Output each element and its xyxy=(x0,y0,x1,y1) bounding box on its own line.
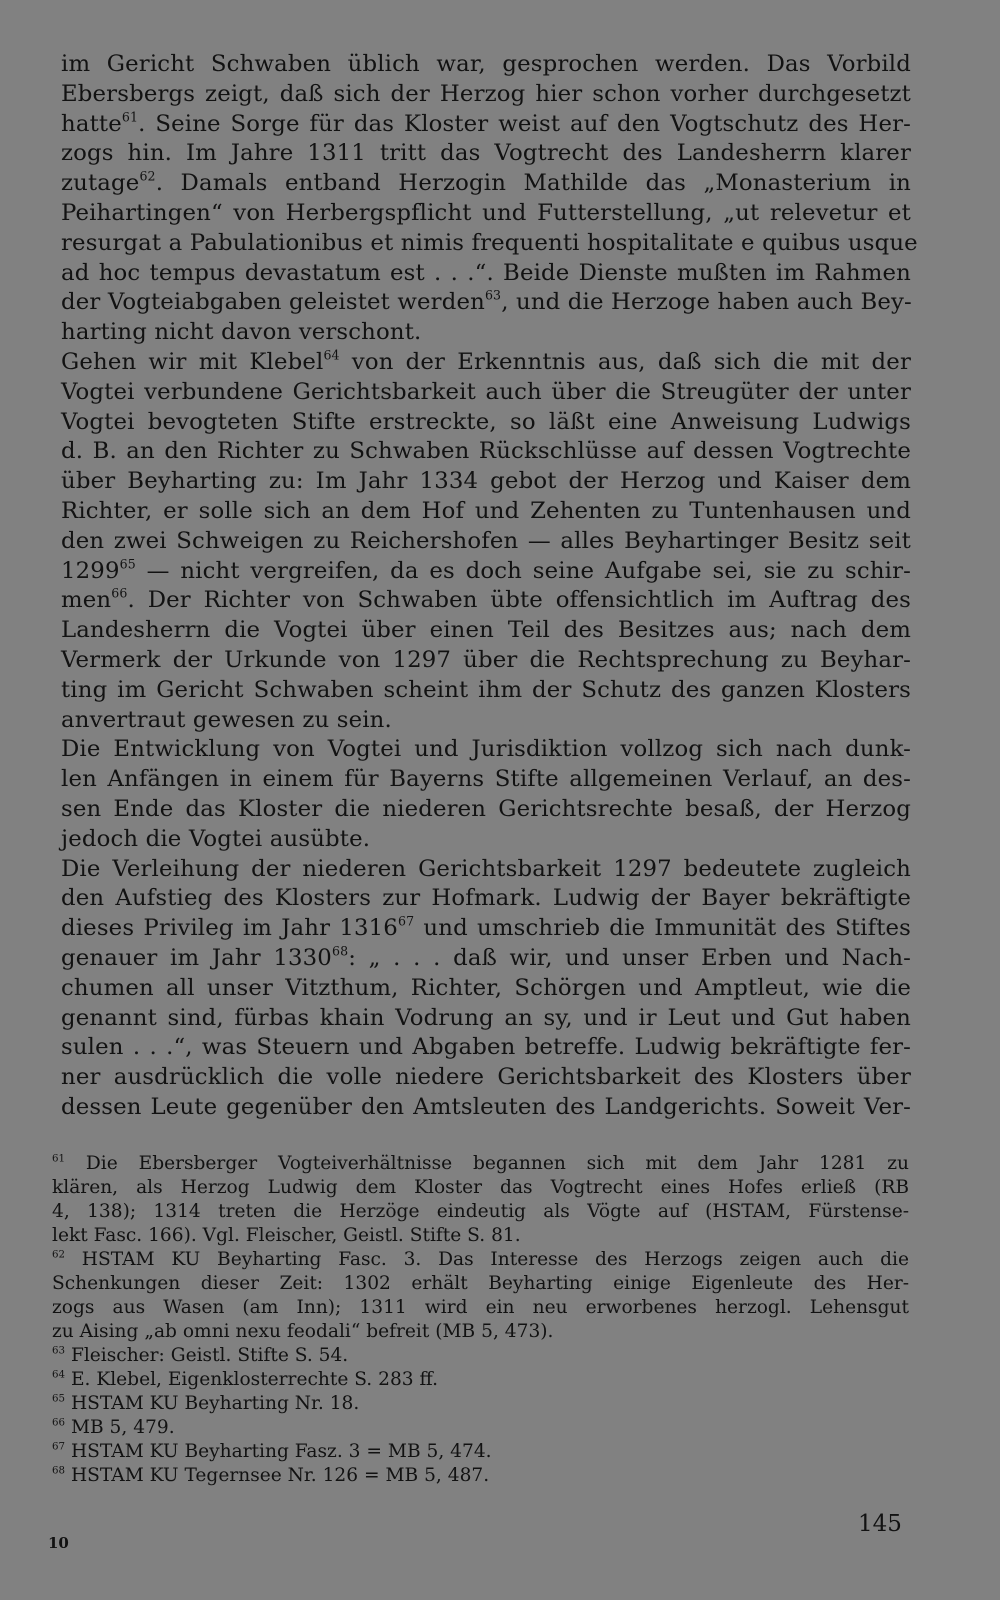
footnote-line xyxy=(52,1320,909,1344)
text-line xyxy=(61,735,911,765)
text-segment: und umschrieb die Immunität des Stiftes xyxy=(414,915,911,942)
text-segment: zutage xyxy=(61,170,140,197)
footnote-number: 62 xyxy=(52,1249,66,1261)
footnote-line xyxy=(52,1416,909,1440)
signature-mark: 10 xyxy=(48,1534,69,1552)
text-line xyxy=(61,795,911,825)
text-segment: dieses Privileg im Jahr 1316 xyxy=(61,915,398,942)
text-line xyxy=(61,706,911,736)
footnote-reference: 65 xyxy=(119,556,136,572)
footnote xyxy=(52,1248,909,1344)
footnote-reference: 68 xyxy=(331,943,349,959)
footnote-number: 65 xyxy=(52,1393,66,1405)
text-segment: Die Entwicklung von Vogtei und Jurisdiktion vollzog sich nach dunk- xyxy=(61,736,911,763)
text-line xyxy=(61,259,911,289)
footnote-text: Fleischer: Geistl. Stifte S. 54. xyxy=(70,1345,349,1366)
paragraph xyxy=(61,50,918,348)
text-line xyxy=(61,288,911,318)
text-segment: anvertraut gewesen zu sein. xyxy=(61,706,392,733)
footnote-line xyxy=(52,1176,909,1200)
footnote xyxy=(52,1440,909,1464)
page-number: 145 xyxy=(858,1511,902,1537)
text-segment: ad hoc tempus devastatum est . . .“. Beide Dienste mußten im Rahmen xyxy=(61,259,911,286)
text-segment: den Aufstieg des Klosters zur Hofmark. Ludwig der Bayer bekräftigte xyxy=(61,885,911,912)
text-segment: d. B. an den Richter zu Schwaben Rückschlüsse auf dessen Vogtrechte xyxy=(61,438,911,465)
text-line xyxy=(61,1033,911,1063)
text-line xyxy=(61,825,911,855)
footnote-line xyxy=(52,1392,909,1416)
footnote-text: zu Aising „ab omni nexu feodali“ befreit (MB 5, 473). xyxy=(52,1321,554,1342)
text-segment: den zwei Schweigen zu Reichershofen — alles Beyhartinger Besitz seit xyxy=(61,527,911,554)
text-line xyxy=(61,467,911,497)
footnote-text: Schenkungen dieser Zeit: 1302 erhält Beyharting einige Eigenleute des Her- xyxy=(52,1273,909,1294)
footnote-text: HSTAM KU Tegernsee Nr. 126 = MB 5, 487. xyxy=(70,1465,490,1486)
footnote-line xyxy=(52,1440,909,1464)
footnote-text: 4, 138); 1314 treten die Herzöge eindeutig als Vögte auf (HSTAM, Fürstense- xyxy=(52,1201,909,1222)
text-line xyxy=(61,229,918,259)
text-line xyxy=(61,974,911,1004)
text-segment: . Der Richter von Schwaben übte offensichtlich im Auftrag des xyxy=(127,587,911,614)
text-line xyxy=(61,437,911,467)
footnote-number: 61 xyxy=(52,1153,66,1165)
text-segment: jedoch die Vogtei ausübte. xyxy=(61,825,371,852)
footnote-line xyxy=(52,1248,909,1272)
footnote-text: HSTAM KU Beyharting Fasz. 3 = MB 5, 474. xyxy=(70,1441,492,1462)
text-line xyxy=(61,169,911,199)
text-segment: ner ausdrücklich die volle niedere Gerichtsbarkeit des Klosters über xyxy=(61,1064,911,1091)
text-segment: , und die Herzoge haben auch Bey- xyxy=(501,289,912,316)
text-segment: Vogtei bevogteten Stifte erstreckte, so läßt eine Anweisung Ludwigs xyxy=(61,408,911,435)
footnote-text: klären, als Herzog Ludwig dem Kloster das Vogtrecht eines Hofes erließ (RB xyxy=(52,1177,909,1198)
text-segment: der Vogteiabgaben geleistet werden xyxy=(61,289,485,316)
footnote-reference: 67 xyxy=(397,913,415,929)
text-line xyxy=(61,378,911,408)
text-line xyxy=(61,1063,911,1093)
text-segment: Ebersbergs zeigt, daß sich der Herzog hier schon vorher durchgesetzt xyxy=(61,80,911,107)
footnote-text: lekt Fasc. 166). Vgl. Fleischer, Geistl. Stifte S. 81. xyxy=(52,1225,521,1246)
text-segment: genauer im Jahr 1330 xyxy=(61,944,332,971)
text-line xyxy=(61,318,911,348)
footnote-text: Die Ebersberger Vogteiverhältnisse begannen sich mit dem Jahr 1281 zu xyxy=(85,1153,909,1174)
text-segment: zogs hin. Im Jahre 1311 tritt das Vogtrecht des Landesherrn klarer xyxy=(61,140,911,167)
text-line xyxy=(61,348,911,378)
text-line xyxy=(61,50,911,80)
footnotes xyxy=(52,1152,909,1488)
footnote-number: 66 xyxy=(52,1417,66,1429)
text-segment: chumen all unser Vitzthum, Richter, Schörgen und Amptleut, wie die xyxy=(61,974,911,1001)
footnote-text: HSTAM KU Beyharting Nr. 18. xyxy=(70,1393,360,1414)
footnote xyxy=(52,1392,909,1416)
text-line xyxy=(61,884,911,914)
text-line xyxy=(61,557,911,587)
text-line xyxy=(61,527,911,557)
text-segment: über Beyharting zu: Im Jahr 1334 gebot der Herzog und Kaiser dem xyxy=(61,468,911,495)
text-line xyxy=(61,110,911,140)
text-segment: harting nicht davon verschont. xyxy=(61,319,422,346)
footnote-text: zogs aus Wasen (am Inn); 1311 wird ein neu erworbenes herzogl. Lehensgut xyxy=(52,1297,909,1318)
footnote xyxy=(52,1464,909,1488)
text-segment: im Gericht Schwaben üblich war, gesprochen werden. Das Vorbild xyxy=(61,51,911,77)
text-line xyxy=(61,586,911,616)
text-line xyxy=(61,80,911,110)
text-line xyxy=(61,676,911,706)
footnote-reference: 63 xyxy=(484,287,502,303)
footnote-text: HSTAM KU Beyharting Fasc. 3. Das Interesse des Herzogs zeigen auch die xyxy=(81,1249,909,1270)
text-segment: Gehen wir mit Klebel xyxy=(61,348,324,375)
text-line xyxy=(61,914,911,944)
text-line xyxy=(61,944,911,974)
text-line xyxy=(61,497,911,527)
text-line xyxy=(61,616,911,646)
footnote-number: 67 xyxy=(52,1441,66,1453)
text-line xyxy=(61,855,911,885)
footnote-line xyxy=(52,1224,909,1248)
footnote-number: 63 xyxy=(52,1345,66,1357)
footnote-text: E. Klebel, Eigenklosterrechte S. 283 ff. xyxy=(70,1369,438,1390)
text-segment: 1299 xyxy=(61,557,120,584)
paragraph xyxy=(61,348,911,735)
text-line xyxy=(61,199,911,229)
paragraph xyxy=(61,735,911,854)
text-segment: . Damals entband Herzogin Mathilde das „Monasterium in xyxy=(155,170,911,197)
text-segment: ting im Gericht Schwaben scheint ihm der Schutz des ganzen Klosters xyxy=(61,676,911,703)
text-segment: Die Verleihung der niederen Gerichtsbarkeit 1297 bedeutete zugleich xyxy=(61,855,911,882)
footnote-line xyxy=(52,1368,909,1392)
text-line xyxy=(61,765,911,795)
text-segment: Landesherrn die Vogtei über einen Teil des Besitzes aus; nach dem xyxy=(61,617,911,644)
text-line xyxy=(61,1004,911,1034)
text-segment: men xyxy=(61,587,112,614)
footnote-line xyxy=(52,1464,909,1488)
text-segment: sen Ende das Kloster die niederen Gerichtsrechte besaß, der Herzog xyxy=(61,795,911,822)
footnote xyxy=(52,1416,909,1440)
footnote-line xyxy=(52,1200,909,1224)
footnote-text: MB 5, 479. xyxy=(70,1417,175,1438)
footnote xyxy=(52,1344,909,1368)
text-line xyxy=(61,139,911,169)
footnote-reference: 64 xyxy=(323,347,340,363)
footnote-reference: 61 xyxy=(121,109,139,125)
footnote-line xyxy=(52,1344,909,1368)
text-segment: Vogtei verbundene Gerichtsbarkeit auch über die Streugüter der unter xyxy=(61,378,911,405)
text-segment: . Seine Sorge für das Kloster weist auf den Vogtschutz des Her- xyxy=(138,110,911,137)
text-segment: resurgat a Pabulationibus et nimis frequenti hospitalitate e quibus usque xyxy=(61,229,918,256)
text-segment: Vermerk der Urkunde von 1297 über die Rechtsprechung zu Beyhar- xyxy=(61,646,911,673)
text-segment: dessen Leute gegenüber den Amtsleuten des Landgerichts. Soweit Ver- xyxy=(61,1093,911,1120)
text-segment: : „ . . . daß wir, und unser Erben und Nach- xyxy=(348,944,912,971)
text-segment: sulen . . .“, was Steuern und Abgaben betreffe. Ludwig bekräftigte fer- xyxy=(61,1034,911,1061)
text-segment: Peihartingen“ von Herbergspflicht und Futterstellung, „ut relevetur et xyxy=(61,199,911,226)
main-text xyxy=(61,50,918,1123)
footnote-line xyxy=(52,1152,909,1176)
footnote-number: 68 xyxy=(52,1465,66,1477)
text-segment: genannt sind, fürbas khain Vodrung an sy, und ir Leut und Gut haben xyxy=(61,1004,911,1031)
footnote-line xyxy=(52,1296,909,1320)
paragraph xyxy=(61,855,911,1123)
footnote xyxy=(52,1152,909,1248)
text-line xyxy=(61,1093,911,1123)
footnote-reference: 62 xyxy=(139,168,156,184)
footnote-number: 64 xyxy=(52,1369,66,1381)
text-segment: von der Erkenntnis aus, daß sich die mit der xyxy=(339,348,911,375)
text-line xyxy=(61,408,911,438)
text-segment: — nicht vergreifen, da es doch seine Aufgabe sei, sie zu schir- xyxy=(135,557,911,584)
text-segment: hatte xyxy=(61,110,122,137)
footnote-line xyxy=(52,1272,909,1296)
text-segment: len Anfängen in einem für Bayerns Stifte allgemeinen Verlauf, an des- xyxy=(61,766,911,793)
text-line xyxy=(61,646,911,676)
footnote xyxy=(52,1368,909,1392)
footnote-reference: 66 xyxy=(111,585,128,601)
text-segment: Richter, er solle sich an dem Hof und Zehenten zu Tuntenhausen und xyxy=(61,497,911,524)
